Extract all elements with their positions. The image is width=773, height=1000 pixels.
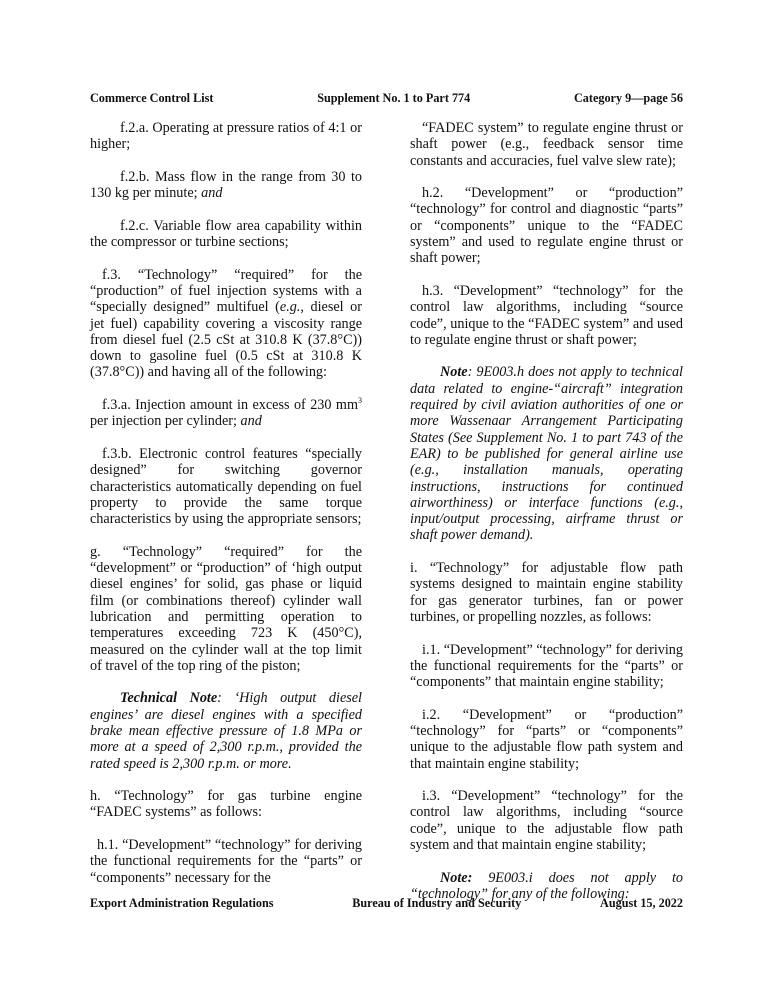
- left-column: [90, 120, 362, 902]
- footer-bureau: Bureau of Industry and Security: [352, 896, 522, 910]
- f2b-text: f.2.b. Mass flow in the range from 30 to 130 kg per minute;: [90, 168, 362, 202]
- paragraph-g: g. “Technology” “required” for the “development” or “production” of ‘high output diesel engines’ for solid, gas phase or liquid film (or combinations thereof) cylinder wall lubrication and permitting operation to temperatures exceeding 723 K (450°C), measured on the cylinder wall at the top limit of travel of the top ring of the piston;: [90, 543, 362, 674]
- f3a-and: and: [240, 413, 262, 430]
- paragraph-f2c: f.2.c. Variable flow area capability within the compressor or turbine sections;: [90, 217, 362, 251]
- right-column: [410, 120, 683, 919]
- technical-note: [90, 690, 362, 771]
- note-text: 9E003.i does not apply to “technology” for any of the following:: [410, 869, 683, 902]
- paragraph-i2: i.2. “Development” or “production” “technology” for “parts” or “components” unique to the adjustable flow path system and that maintain engine stability;: [410, 706, 683, 772]
- paragraph-f2b: [90, 169, 362, 202]
- paragraph-f3b: f.3.b. Electronic control features “specially designed” for switching governor characteristics automatically depending on fuel property to provide the same torque characteristics by using the appropriate sensors;: [90, 445, 362, 528]
- header-page-number: Category 9—page 56: [574, 91, 683, 105]
- f2b-and: and: [201, 185, 223, 202]
- f3-text-b: , diesel or jet fuel) capability covering a viscosity range from diesel fuel (2.5 cSt at 310.8 K (37.8°C)) down to gasoline fuel (0.5 cSt at 310.8 K (37.8°C)) and having all of the following:: [90, 299, 362, 381]
- note-9e003h: [410, 364, 683, 543]
- paragraph-h1-continued: “FADEC system” to regulate engine thrust or shaft power (e.g., feedback sensor time constants and accuracies, fuel valve slew rate);: [410, 120, 683, 169]
- paragraph-h: h. “Technology” for gas turbine engine “FADEC systems” as follows:: [90, 788, 362, 821]
- header-title: Commerce Control List: [90, 91, 214, 105]
- f3a-superscript: 3: [358, 396, 362, 406]
- page-footer: [90, 896, 683, 911]
- paragraph-h3: h.3. “Development” “technology” for the control law algorithms, including “source code”, unique to the “FADEC system” and used to regulate engine thrust or shaft power;: [410, 282, 683, 348]
- paragraph-f2a: f.2.a. Operating at pressure ratios of 4:1 or higher;: [90, 120, 362, 153]
- f3-eg: e.g.: [279, 299, 301, 316]
- f3-text-a: f.3. “Technology” “required” for the “production” of fuel injection systems with a “specially designed” multifuel (: [90, 266, 362, 316]
- paragraph-i1: i.1. “Development” “technology” for deriving the functional requirements for the “parts” or “components” that maintain engine stability;: [410, 641, 683, 691]
- note-label: Note: [440, 364, 468, 381]
- paragraph-i: i. “Technology” for adjustable flow path systems designed to maintain engine stability for gas generator turbines, fan or power turbines, or propelling nozzles, as follows:: [410, 560, 683, 625]
- header-supplement: Supplement No. 1 to Part 774: [317, 91, 471, 105]
- paragraph-f3a: [90, 397, 362, 430]
- paragraph-h1: h.1. “Development” “technology” for deriving the functional requirements for the “parts” or “components” necessary for the: [90, 837, 362, 886]
- page-header: [90, 91, 683, 106]
- paragraph-i3: i.3. “Development” “technology” for the control law algorithms, including “source code”, unique to the adjustable flow path system and that maintain engine stability;: [410, 788, 683, 854]
- note-text: : 9E003.h does not apply to technical data related to engine-“aircraft” integration required by civil aviation authorities of one or more Wassenaar Arrangement Participating States (See Supplement No. 1 to part 743 of the EAR) to be published for general airline use (e.g., installation manuals, operating instructions, instructions for continued airworthiness) or interface functions (e.g., input/output processing, airframe thrust or shaft power demand).: [410, 364, 683, 544]
- technical-note-text: : ‘High output diesel engines’ are diesel engines with a specified brake mean effective pressure of 1.8 MPa or more at a speed of 2,300 r.p.m., provided the rated speed is 2,300 r.p.m. or more.: [90, 690, 362, 772]
- paragraph-f3: [90, 267, 362, 381]
- note-label: Note:: [440, 869, 473, 886]
- f3a-rest: per injection per cylinder;: [90, 413, 241, 430]
- footer-regulations: Export Administration Regulations: [90, 896, 274, 910]
- footer-date: August 15, 2022: [600, 896, 683, 910]
- paragraph-h2: h.2. “Development” or “production” “technology” for control and diagnostic “parts” or “components” unique to the “FADEC system” and used to regulate engine thrust or shaft power;: [410, 185, 683, 267]
- technical-note-label: Technical Note: [120, 690, 218, 707]
- f3a-text: f.3.a. Injection amount in excess of 230 mm: [102, 397, 358, 414]
